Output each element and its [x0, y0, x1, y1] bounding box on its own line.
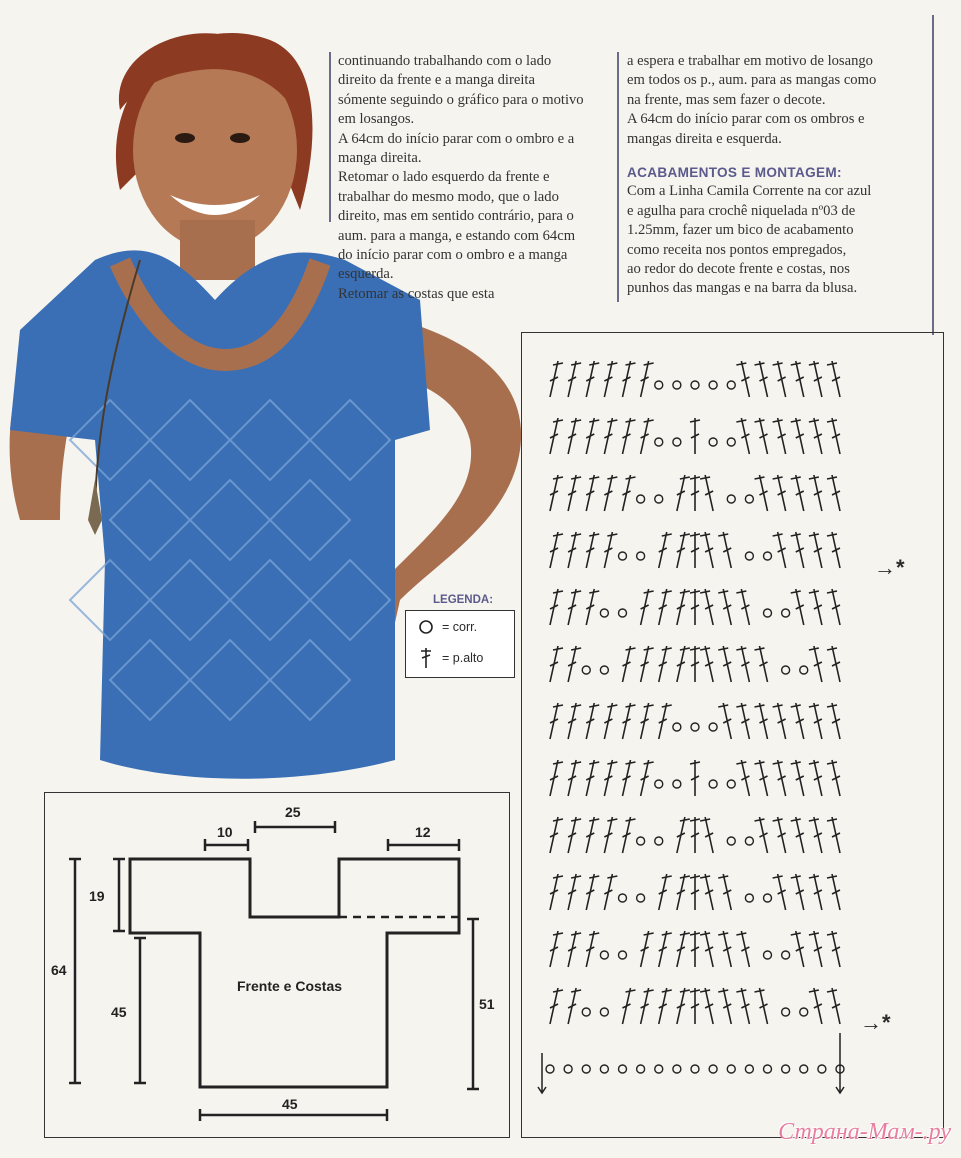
chain-stitch-symbol — [546, 1065, 554, 1073]
section-title: ACABAMENTOS E MONTAGEM: — [627, 165, 842, 181]
double-crochet-symbol — [809, 532, 822, 568]
column-divider-left — [329, 52, 331, 222]
chain-stitch-symbol — [655, 495, 663, 503]
double-crochet-symbol — [550, 646, 563, 682]
double-crochet-symbol — [690, 475, 700, 511]
dim-bottom-width: 45 — [282, 1096, 298, 1112]
double-crochet-symbol — [700, 817, 713, 853]
double-crochet-symbol — [718, 703, 731, 739]
double-crochet-symbol — [550, 817, 563, 853]
finishing-text: Com a Linha Camila Corrente na cor azul e agulha para crochê niquelada nº03 de 1.25mm, fazer um bico de acabamento como receita nos pontos empregados, ao redor do decote frente e costas, nos punhos das mangas e na barra da blusa. — [627, 183, 872, 297]
chain-stitch-symbol — [764, 552, 772, 560]
chain-stitch-symbol — [709, 1065, 717, 1073]
chain-stitch-symbol — [600, 1065, 608, 1073]
chain-stitch-symbol — [727, 837, 735, 845]
double-crochet-symbol — [550, 361, 563, 397]
double-crochet-symbol — [677, 874, 690, 910]
double-crochet-symbol — [623, 646, 636, 682]
double-crochet-symbol — [641, 703, 654, 739]
double-crochet-symbol — [690, 760, 700, 796]
double-crochet-symbol — [550, 589, 563, 625]
dim-sleeve-height: 19 — [89, 888, 105, 904]
chain-stitch-symbol — [619, 552, 627, 560]
chain-stitch-symbol — [655, 381, 663, 389]
double-crochet-symbol — [659, 532, 672, 568]
double-crochet-symbol — [604, 418, 617, 454]
double-crochet-symbol — [791, 532, 804, 568]
double-crochet-symbol — [809, 361, 822, 397]
chain-stitch-symbol — [709, 780, 717, 788]
chain-stitch-symbol — [582, 1065, 590, 1073]
double-crochet-symbol — [586, 760, 599, 796]
dim-body-height: 45 — [111, 1004, 127, 1020]
dim-right-shoulder: 12 — [415, 824, 431, 840]
chain-stitch-symbol — [764, 894, 772, 902]
chain-stitch-symbol — [655, 780, 663, 788]
double-crochet-symbol — [791, 418, 804, 454]
double-crochet-symbol — [827, 475, 840, 511]
double-crochet-symbol — [568, 817, 581, 853]
double-crochet-symbol — [736, 589, 749, 625]
chain-stitch-symbol — [619, 1065, 627, 1073]
double-crochet-symbol — [568, 874, 581, 910]
repeat-star-top: * — [896, 555, 905, 580]
double-crochet-symbol — [568, 475, 581, 511]
chain-stitch-symbol — [637, 495, 645, 503]
double-crochet-symbol — [677, 988, 690, 1024]
double-crochet-symbol — [718, 931, 731, 967]
double-crochet-symbol — [568, 931, 581, 967]
double-crochet-symbol — [736, 646, 749, 682]
chain-stitch-symbol — [818, 1065, 826, 1073]
double-crochet-symbol — [718, 646, 731, 682]
instructions-text-1: continuando trabalhando com o lado direito da frente e a manga direita sómente seguindo o gráfico para o motivo em losangos. A 64cm do início parar com o ombro e a manga direita. Retomar o lado esquerdo da frente e trabalhar do mesmo modo, que o lado direito, mas em sentido contrário, para o aum. para a manga, e estando com 64cm do início parar com o ombro e a manga esquerda. Retomar as costas que esta — [338, 53, 584, 302]
chain-stitch-symbol — [709, 438, 717, 446]
double-crochet-symbol — [677, 931, 690, 967]
double-crochet-symbol — [568, 760, 581, 796]
repeat-star-bottom: * — [882, 1010, 891, 1035]
double-crochet-symbol — [736, 418, 749, 454]
double-crochet-symbol — [827, 703, 840, 739]
double-crochet-symbol — [827, 931, 840, 967]
double-crochet-symbol — [791, 760, 804, 796]
chain-stitch-symbol — [727, 438, 735, 446]
chain-stitch-symbol — [582, 1008, 590, 1016]
legend-item-chain — [418, 619, 477, 635]
double-crochet-symbol — [827, 760, 840, 796]
chain-stitch-symbol — [745, 837, 753, 845]
chain-stitch-symbol — [800, 1008, 808, 1016]
double-crochet-symbol — [550, 418, 563, 454]
double-crochet-symbol — [586, 817, 599, 853]
double-crochet-symbol — [718, 874, 731, 910]
chain-stitch-symbol — [673, 780, 681, 788]
double-crochet-symbol — [690, 646, 700, 682]
double-crochet-symbol — [791, 931, 804, 967]
double-crochet-symbol — [623, 418, 636, 454]
double-crochet-symbol — [690, 874, 700, 910]
double-crochet-symbol — [809, 418, 822, 454]
chain-stitch-symbol — [600, 666, 608, 674]
chain-stitch-symbol — [745, 495, 753, 503]
double-crochet-symbol — [773, 760, 786, 796]
chain-stitch-symbol — [691, 381, 699, 389]
double-crochet-symbol — [736, 760, 749, 796]
double-crochet-symbol — [809, 760, 822, 796]
double-crochet-symbol — [604, 475, 617, 511]
double-crochet-symbol — [604, 817, 617, 853]
double-crochet-symbol — [677, 532, 690, 568]
double-crochet-symbol — [586, 361, 599, 397]
legend-title: LEGENDA: — [430, 594, 496, 606]
chain-stitch-symbol — [709, 381, 717, 389]
double-crochet-icon — [418, 647, 434, 669]
double-crochet-symbol — [718, 532, 731, 568]
double-crochet-symbol — [827, 988, 840, 1024]
double-crochet-symbol — [641, 646, 654, 682]
double-crochet-symbol — [773, 475, 786, 511]
chain-stitch-symbol — [782, 609, 790, 617]
repeat-marker-bottom: →* — [860, 1010, 891, 1035]
double-crochet-symbol — [700, 646, 713, 682]
double-crochet-symbol — [755, 817, 768, 853]
dim-total-height: 64 — [51, 962, 67, 978]
chain-stitch-symbol — [637, 552, 645, 560]
chain-stitch-symbol — [564, 1065, 572, 1073]
chain-stitch-symbol — [745, 894, 753, 902]
double-crochet-symbol — [550, 475, 563, 511]
chain-stitch-symbol — [764, 609, 772, 617]
double-crochet-symbol — [791, 475, 804, 511]
double-crochet-symbol — [690, 817, 700, 853]
double-crochet-symbol — [690, 988, 700, 1024]
double-crochet-symbol — [677, 817, 690, 853]
double-crochet-symbol — [641, 589, 654, 625]
double-crochet-symbol — [827, 532, 840, 568]
double-crochet-symbol — [568, 589, 581, 625]
double-crochet-symbol — [773, 361, 786, 397]
chain-stitch-symbol — [691, 723, 699, 731]
direction-arrow — [836, 1033, 844, 1093]
double-crochet-symbol — [623, 817, 636, 853]
double-crochet-symbol — [791, 817, 804, 853]
watermark: Страна-Мам-.ру — [778, 1119, 951, 1145]
double-crochet-symbol — [773, 703, 786, 739]
double-crochet-symbol — [791, 361, 804, 397]
double-crochet-symbol — [700, 589, 713, 625]
chain-stitch-symbol — [619, 609, 627, 617]
chain-stitch-symbol — [637, 894, 645, 902]
chain-stitch-symbol — [782, 1008, 790, 1016]
double-crochet-symbol — [736, 361, 749, 397]
double-crochet-symbol — [827, 874, 840, 910]
double-crochet-symbol — [604, 532, 617, 568]
double-crochet-symbol — [700, 874, 713, 910]
chain-stitch-symbol — [600, 609, 608, 617]
chain-stitch-symbol — [600, 1008, 608, 1016]
double-crochet-symbol — [659, 703, 672, 739]
double-crochet-symbol — [827, 817, 840, 853]
chain-stitch-symbol — [727, 1065, 735, 1073]
double-crochet-symbol — [641, 988, 654, 1024]
chain-stitch-symbol — [673, 438, 681, 446]
chain-stitch-symbol — [800, 1065, 808, 1073]
instructions-column-2 — [627, 52, 917, 299]
double-crochet-symbol — [659, 589, 672, 625]
double-crochet-symbol — [623, 475, 636, 511]
double-crochet-symbol — [623, 760, 636, 796]
double-crochet-symbol — [809, 874, 822, 910]
double-crochet-symbol — [809, 589, 822, 625]
dim-neck-width: 25 — [285, 804, 301, 820]
double-crochet-symbol — [773, 418, 786, 454]
double-crochet-symbol — [659, 646, 672, 682]
chain-stitch-symbol — [655, 837, 663, 845]
chain-stitch-symbol — [727, 780, 735, 788]
chain-stitch-symbol — [764, 951, 772, 959]
double-crochet-symbol — [690, 589, 700, 625]
double-crochet-symbol — [718, 988, 731, 1024]
double-crochet-symbol — [700, 931, 713, 967]
double-crochet-symbol — [755, 361, 768, 397]
double-crochet-symbol — [550, 931, 563, 967]
double-crochet-symbol — [604, 760, 617, 796]
chain-stitch-symbol — [691, 1065, 699, 1073]
double-crochet-symbol — [641, 760, 654, 796]
double-crochet-symbol — [736, 988, 749, 1024]
double-crochet-symbol — [791, 703, 804, 739]
chain-stitch-symbol — [782, 951, 790, 959]
chain-stitch-symbol — [727, 381, 735, 389]
double-crochet-symbol — [755, 418, 768, 454]
double-crochet-symbol — [568, 532, 581, 568]
double-crochet-symbol — [623, 703, 636, 739]
double-crochet-symbol — [659, 988, 672, 1024]
double-crochet-symbol — [568, 646, 581, 682]
double-crochet-symbol — [736, 703, 749, 739]
double-crochet-symbol — [677, 475, 690, 511]
chain-stitch-symbol — [673, 723, 681, 731]
chain-stitch-symbol — [655, 1065, 663, 1073]
double-crochet-symbol — [550, 532, 563, 568]
double-crochet-symbol — [718, 589, 731, 625]
double-crochet-symbol — [809, 703, 822, 739]
double-crochet-symbol — [773, 532, 786, 568]
column-divider-middle — [617, 52, 619, 302]
double-crochet-symbol — [677, 589, 690, 625]
double-crochet-symbol — [604, 874, 617, 910]
chain-stitch-symbol — [673, 1065, 681, 1073]
chain-stitch-symbol — [764, 1065, 772, 1073]
double-crochet-symbol — [586, 475, 599, 511]
double-crochet-symbol — [550, 760, 563, 796]
dim-side-height: 51 — [479, 996, 495, 1012]
chain-stitch-symbol — [637, 837, 645, 845]
chain-stitch-symbol — [745, 1065, 753, 1073]
double-crochet-symbol — [568, 361, 581, 397]
chain-stitch-symbol — [782, 1065, 790, 1073]
chain-stitch-symbol — [582, 666, 590, 674]
double-crochet-symbol — [827, 418, 840, 454]
chain-stitch-symbol — [800, 666, 808, 674]
double-crochet-symbol — [568, 703, 581, 739]
double-crochet-symbol — [677, 646, 690, 682]
double-crochet-symbol — [755, 988, 768, 1024]
double-crochet-symbol — [755, 475, 768, 511]
chain-stitch-symbol — [727, 495, 735, 503]
instructions-text-2: a espera e trabalhar em motivo de losango em todos os p., aum. para as mangas como na frente, mas sem fazer o decote. A 64cm do início parar com os ombros e mangas direita e esquerda. — [627, 53, 877, 147]
schematic-diagram — [44, 792, 510, 1138]
double-crochet-symbol — [604, 361, 617, 397]
double-crochet-symbol — [827, 361, 840, 397]
double-crochet-symbol — [586, 532, 599, 568]
double-crochet-symbol — [604, 703, 617, 739]
chain-stitch-symbol — [655, 438, 663, 446]
double-crochet-symbol — [550, 703, 563, 739]
double-crochet-symbol — [755, 760, 768, 796]
legend-label-chain: = corr. — [442, 620, 478, 634]
chain-stitch-symbol — [709, 723, 717, 731]
double-crochet-symbol — [809, 931, 822, 967]
double-crochet-symbol — [755, 646, 768, 682]
dim-left-shoulder: 10 — [217, 824, 233, 840]
double-crochet-symbol — [641, 361, 654, 397]
double-crochet-symbol — [791, 874, 804, 910]
chain-stitch-symbol — [745, 552, 753, 560]
double-crochet-symbol — [690, 532, 700, 568]
double-crochet-symbol — [736, 931, 749, 967]
legend-item-dc — [418, 647, 483, 669]
double-crochet-symbol — [641, 418, 654, 454]
double-crochet-symbol — [773, 817, 786, 853]
double-crochet-symbol — [690, 418, 700, 454]
double-crochet-symbol — [700, 475, 713, 511]
legend-box — [405, 610, 515, 678]
double-crochet-symbol — [791, 589, 804, 625]
double-crochet-symbol — [586, 931, 599, 967]
chain-stitch-symbol — [600, 951, 608, 959]
chain-stitch-symbol — [637, 1065, 645, 1073]
double-crochet-symbol — [568, 418, 581, 454]
chain-stitch-symbol — [619, 951, 627, 959]
double-crochet-symbol — [827, 646, 840, 682]
double-crochet-symbol — [568, 988, 581, 1024]
double-crochet-symbol — [690, 931, 700, 967]
double-crochet-symbol — [659, 931, 672, 967]
double-crochet-symbol — [623, 361, 636, 397]
double-crochet-symbol — [809, 646, 822, 682]
schematic-caption: Frente e Costas — [237, 978, 343, 994]
instructions-column-1 — [338, 52, 610, 304]
double-crochet-symbol — [550, 874, 563, 910]
double-crochet-symbol — [809, 988, 822, 1024]
double-crochet-symbol — [827, 589, 840, 625]
double-crochet-symbol — [586, 703, 599, 739]
double-crochet-symbol — [659, 874, 672, 910]
double-crochet-symbol — [641, 931, 654, 967]
double-crochet-symbol — [623, 988, 636, 1024]
chain-stitch-symbol — [673, 381, 681, 389]
double-crochet-symbol — [700, 532, 713, 568]
chain-stitch-symbol — [782, 666, 790, 674]
double-crochet-symbol — [809, 475, 822, 511]
page-edge-line — [932, 15, 934, 335]
chain-stitch-symbol — [619, 894, 627, 902]
repeat-marker-top: →* — [874, 555, 905, 580]
double-crochet-symbol — [586, 418, 599, 454]
double-crochet-symbol — [700, 988, 713, 1024]
legend-label-dc: = p.alto — [442, 651, 484, 665]
double-crochet-symbol — [586, 874, 599, 910]
double-crochet-symbol — [755, 703, 768, 739]
double-crochet-symbol — [586, 589, 599, 625]
direction-arrow — [538, 1053, 546, 1093]
double-crochet-symbol — [550, 988, 563, 1024]
double-crochet-symbol — [773, 874, 786, 910]
double-crochet-symbol — [809, 817, 822, 853]
chain-stitch-icon — [418, 619, 434, 635]
